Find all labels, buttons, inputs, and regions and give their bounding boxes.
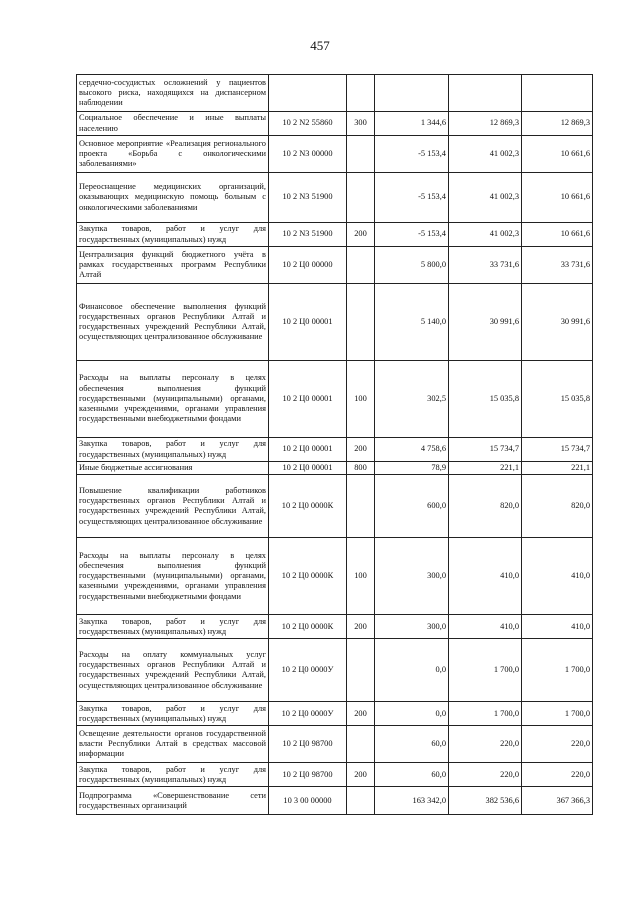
row-code-cell: 10 2 Ц0 0000У (269, 702, 347, 726)
row-amount-cell: 10 661,6 (522, 223, 593, 247)
row-name-cell: Подпрограмма «Совершенствование сети государственных организаций (77, 787, 269, 815)
row-amount-cell: 410,0 (449, 615, 522, 639)
row-amount-cell: 30 991,6 (522, 284, 593, 361)
row-code-cell: 10 2 Ц0 0000К (269, 615, 347, 639)
row-code-cell: 10 2 Ц0 00000 (269, 247, 347, 284)
row-name-cell: Повышение квалификации работников государственных органов Республики Алтай и государственных учреждений Республики Алтай, осуществляющих централизованное обслуживание (77, 475, 269, 538)
row-name-cell: Закупка товаров, работ и услуг для государственных (муниципальных) нужд (77, 702, 269, 726)
page-number: 457 (310, 38, 330, 53)
row-code-cell: 10 2 Ц0 00001 (269, 361, 347, 438)
row-amount-cell: 4 758,6 (375, 438, 449, 462)
row-amount-cell: 820,0 (449, 475, 522, 538)
table-row (77, 615, 593, 639)
table-row (77, 475, 593, 538)
row-amount-cell: 410,0 (522, 538, 593, 615)
row-code-cell: 10 2 N3 00000 (269, 136, 347, 173)
row-amount-cell: 367 366,3 (522, 787, 593, 815)
row-amount-cell: 410,0 (449, 538, 522, 615)
table-row (77, 763, 593, 787)
row-name-cell: Освещение деятельности органов государственной власти Республики Алтай в средствах массовой информации (77, 726, 269, 763)
table-row (77, 438, 593, 462)
row-code-cell (269, 75, 347, 112)
row-amount-cell (522, 75, 593, 112)
row-amount-cell: 60,0 (375, 763, 449, 787)
row-amount-cell: 300,0 (375, 538, 449, 615)
row-amount-cell: 15 035,8 (449, 361, 522, 438)
row-expense-type-cell (347, 726, 375, 763)
budget-table (76, 74, 593, 815)
row-expense-type-cell: 200 (347, 615, 375, 639)
row-amount-cell: 600,0 (375, 475, 449, 538)
table-row (77, 787, 593, 815)
table-row (77, 173, 593, 223)
row-amount-cell: 15 734,7 (522, 438, 593, 462)
row-amount-cell: 820,0 (522, 475, 593, 538)
row-code-cell: 10 3 00 00000 (269, 787, 347, 815)
table-row (77, 223, 593, 247)
row-amount-cell: 41 002,3 (449, 136, 522, 173)
row-amount-cell: 60,0 (375, 726, 449, 763)
table-row (77, 247, 593, 284)
row-code-cell: 10 2 Ц0 00001 (269, 438, 347, 462)
row-code-cell: 10 2 Ц0 0000У (269, 639, 347, 702)
row-expense-type-cell: 300 (347, 112, 375, 136)
row-amount-cell (449, 75, 522, 112)
row-amount-cell: -5 153,4 (375, 223, 449, 247)
table-row (77, 284, 593, 361)
row-name-cell: Закупка товаров, работ и услуг для государственных (муниципальных) нужд (77, 438, 269, 462)
row-amount-cell: 0,0 (375, 702, 449, 726)
row-amount-cell: 220,0 (522, 726, 593, 763)
row-amount-cell: 30 991,6 (449, 284, 522, 361)
row-name-cell: Социальное обеспечение и иные выплаты населению (77, 112, 269, 136)
row-code-cell: 10 2 Ц0 00001 (269, 284, 347, 361)
row-name-cell: Расходы на оплату коммунальных услуг государственных органов Республики Алтай и государственных учреждений Республики Алтай, осуществляющих централизованное обслуживание (77, 639, 269, 702)
row-amount-cell: 1 700,0 (522, 639, 593, 702)
row-expense-type-cell: 100 (347, 538, 375, 615)
table-row (77, 361, 593, 438)
row-amount-cell: 220,0 (522, 763, 593, 787)
row-amount-cell: 12 869,3 (449, 112, 522, 136)
row-amount-cell: 15 035,8 (522, 361, 593, 438)
row-expense-type-cell (347, 787, 375, 815)
row-amount-cell: 410,0 (522, 615, 593, 639)
row-amount-cell: 221,1 (522, 462, 593, 475)
row-name-cell: Расходы на выплаты персоналу в целях обеспечения выполнения функций государственными (муниципальными) органами, казенными учреждениями, органами управления государственными внебюджетными фондами (77, 361, 269, 438)
row-amount-cell: 1 700,0 (449, 639, 522, 702)
row-amount-cell: 302,5 (375, 361, 449, 438)
row-expense-type-cell: 200 (347, 438, 375, 462)
row-expense-type-cell: 800 (347, 462, 375, 475)
row-amount-cell: 10 661,6 (522, 136, 593, 173)
row-name-cell: Финансовое обеспечение выполнения функций государственных органов Республики Алтай и государственных учреждений Республики Алтай, осуществляющих централизованное обслуживание (77, 284, 269, 361)
row-code-cell: 10 2 Ц0 98700 (269, 763, 347, 787)
row-name-cell: Закупка товаров, работ и услуг для государственных (муниципальных) нужд (77, 223, 269, 247)
row-amount-cell: 15 734,7 (449, 438, 522, 462)
row-amount-cell: 300,0 (375, 615, 449, 639)
row-amount-cell (375, 75, 449, 112)
row-amount-cell: 0,0 (375, 639, 449, 702)
row-amount-cell: 41 002,3 (449, 173, 522, 223)
row-amount-cell: 33 731,6 (522, 247, 593, 284)
budget-table-body (77, 75, 593, 815)
row-name-cell: Расходы на выплаты персоналу в целях обеспечения выполнения функций государственными (муниципальными) органами, казенными учреждениями, органами управления государственными внебюджетными фондами (77, 538, 269, 615)
row-amount-cell: 33 731,6 (449, 247, 522, 284)
row-expense-type-cell (347, 75, 375, 112)
row-name-cell: Переоснащение медицинских организаций, оказывающих медицинскую помощь больным с онкологическими заболеваниями (77, 173, 269, 223)
row-amount-cell: 220,0 (449, 726, 522, 763)
table-row (77, 75, 593, 112)
row-name-cell: Закупка товаров, работ и услуг для государственных (муниципальных) нужд (77, 763, 269, 787)
row-amount-cell: 5 140,0 (375, 284, 449, 361)
row-amount-cell: 221,1 (449, 462, 522, 475)
row-expense-type-cell: 200 (347, 763, 375, 787)
table-row (77, 112, 593, 136)
table-row (77, 726, 593, 763)
row-code-cell: 10 2 Ц0 0000К (269, 538, 347, 615)
row-code-cell: 10 2 N3 51900 (269, 173, 347, 223)
row-name-cell: Закупка товаров, работ и услуг для государственных (муниципальных) нужд (77, 615, 269, 639)
row-amount-cell: 382 536,6 (449, 787, 522, 815)
row-expense-type-cell (347, 136, 375, 173)
row-expense-type-cell (347, 173, 375, 223)
row-name-cell: Основное мероприятие «Реализация регионального проекта «Борьба с онкологическими заболеваниями» (77, 136, 269, 173)
row-amount-cell: 78,9 (375, 462, 449, 475)
row-amount-cell: 5 800,0 (375, 247, 449, 284)
table-row (77, 702, 593, 726)
row-expense-type-cell: 100 (347, 361, 375, 438)
row-expense-type-cell: 200 (347, 223, 375, 247)
row-expense-type-cell (347, 247, 375, 284)
row-expense-type-cell (347, 475, 375, 538)
row-code-cell: 10 2 N2 55860 (269, 112, 347, 136)
row-name-cell: Иные бюджетные ассигнования (77, 462, 269, 475)
row-amount-cell: 220,0 (449, 763, 522, 787)
row-expense-type-cell (347, 284, 375, 361)
row-amount-cell: 1 700,0 (522, 702, 593, 726)
row-amount-cell: -5 153,4 (375, 173, 449, 223)
row-code-cell: 10 2 Ц0 0000К (269, 475, 347, 538)
row-amount-cell: 163 342,0 (375, 787, 449, 815)
row-amount-cell: 41 002,3 (449, 223, 522, 247)
row-amount-cell: 10 661,6 (522, 173, 593, 223)
row-amount-cell: 1 700,0 (449, 702, 522, 726)
table-row (77, 462, 593, 475)
row-amount-cell: 1 344,6 (375, 112, 449, 136)
row-amount-cell: -5 153,4 (375, 136, 449, 173)
table-row (77, 136, 593, 173)
row-code-cell: 10 2 N3 51900 (269, 223, 347, 247)
row-name-cell: сердечно-сосудистых осложнений у пациентов высокого риска, находящихся на диспансерном наблюдении (77, 75, 269, 112)
row-expense-type-cell (347, 639, 375, 702)
row-code-cell: 10 2 Ц0 98700 (269, 726, 347, 763)
row-expense-type-cell: 200 (347, 702, 375, 726)
table-row (77, 538, 593, 615)
row-amount-cell: 12 869,3 (522, 112, 593, 136)
row-name-cell: Централизация функций бюджетного учёта в рамках государственных программ Республики Алтай (77, 247, 269, 284)
table-row (77, 639, 593, 702)
row-code-cell: 10 2 Ц0 00001 (269, 462, 347, 475)
